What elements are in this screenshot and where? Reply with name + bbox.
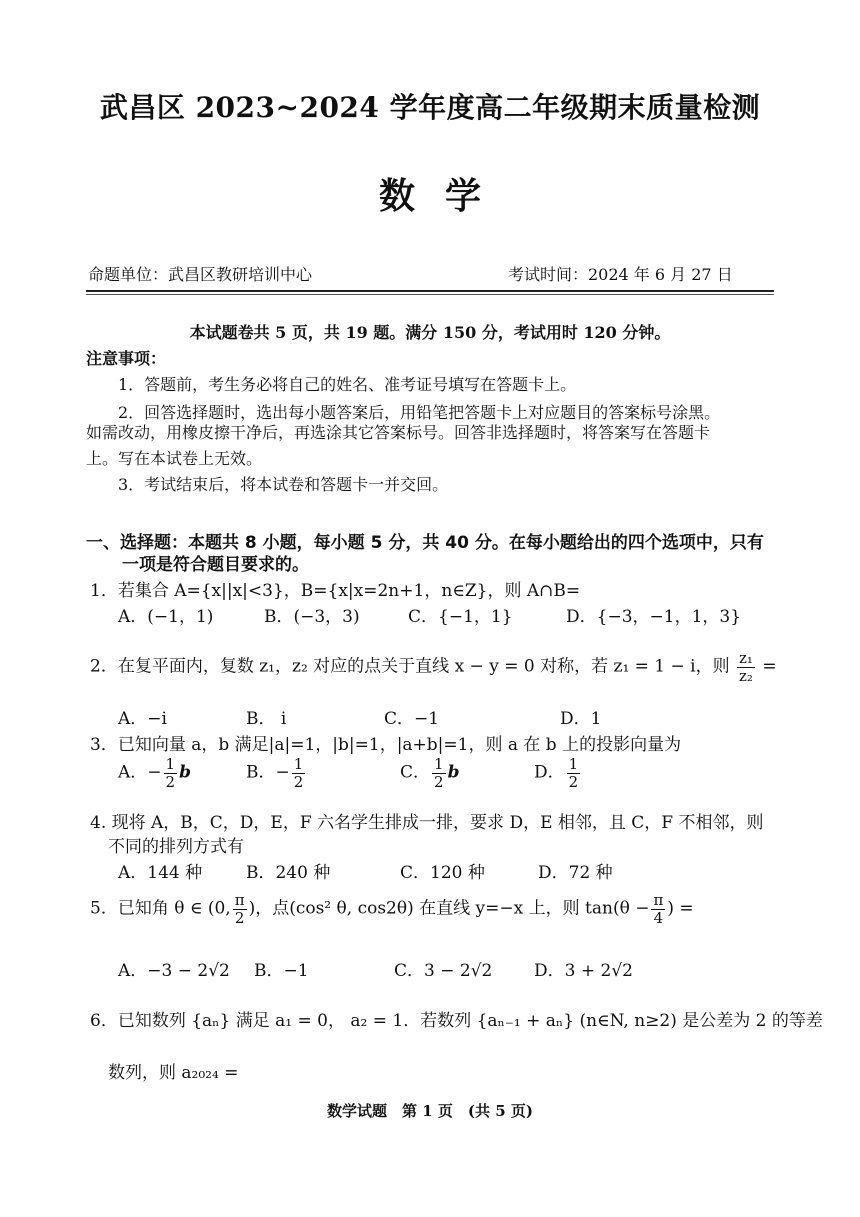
- q2-option-c: C．−1: [384, 709, 440, 729]
- q3-d-fraction: [567, 756, 581, 790]
- q5-f2-den: 4: [653, 908, 664, 927]
- page-footer: 数学试题 第 1 页 (共 5 页): [327, 1102, 533, 1120]
- section-heading-cont: 一项是符合题目要求的。: [122, 555, 309, 575]
- q4-option-d: D．72 种: [538, 863, 613, 883]
- q5-option-d: D．3 + 2√2: [534, 961, 633, 981]
- q5-part-3: ) =: [667, 898, 694, 919]
- q2-option-d: D．1: [560, 709, 602, 729]
- q5-f1-den: 2: [234, 908, 245, 927]
- subject-title: 数学: [378, 175, 511, 217]
- q3-c-num: 1: [434, 755, 444, 773]
- q5-fraction-1: [233, 892, 247, 926]
- q3-option-d: [534, 756, 582, 790]
- q5-part-2: )，点(cos² θ, cos2θ) 在直线 y=−x 上，则 tan(θ −: [248, 898, 650, 919]
- q2-stem-text: 2．在复平面内，复数 z₁，z₂ 对应的点关于直线 x − y = 0 对称，若 z₁ = 1 − i，则: [90, 656, 730, 677]
- q3-option-a: [118, 756, 191, 790]
- q3-b-prefix: B．−: [246, 762, 290, 783]
- q5-option-c: C．3 − 2√2: [394, 961, 493, 981]
- q5-f2-num: π: [653, 891, 664, 909]
- question-4-stem: 4. 现将 A，B，C，D，E，F 六名学生排成一排，要求 D，E 相邻，且 C，F 不相邻，则: [90, 813, 764, 833]
- q4-option-c: C．120 种: [400, 863, 485, 883]
- q2-equals: =: [762, 656, 777, 677]
- question-5-stem: [90, 892, 694, 926]
- question-3-stem: 3．已知向量 a，b 满足|a|=1，|b|=1，|a+b|=1，则 a 在 b 上的投影向量为: [90, 735, 682, 755]
- q3-c-den: 2: [434, 772, 444, 791]
- exam-title: 武昌区 2023~2024 学年度高二年级期末质量检测: [99, 91, 761, 124]
- note-2-end: 上。写在本试卷上无效。: [86, 449, 263, 468]
- section-heading: 一、选择题：本题共 8 小题，每小题 5 分，共 40 分。在每小题给出的四个选项中，只有: [86, 533, 764, 553]
- q4-option-a: A．144 种: [118, 863, 203, 883]
- q3-b-fraction: [292, 756, 306, 790]
- q3-a-num: 1: [165, 755, 176, 773]
- q1-option-c: C．{−1，1}: [408, 607, 513, 627]
- q3-d-den: 2: [568, 772, 579, 791]
- q3-d-num: 1: [568, 755, 579, 773]
- q3-option-c: [400, 756, 459, 790]
- header-rule: [86, 290, 774, 292]
- exam-info: 本试题卷共 5 页，共 19 题。满分 150 分，考试用时 120 分钟。: [189, 323, 671, 342]
- q3-c-prefix: C．: [400, 762, 431, 783]
- q3-b-num: 1: [293, 755, 304, 773]
- q2-frac-den: z₂: [739, 666, 753, 685]
- q5-fraction-2: [651, 892, 665, 926]
- q3-c-vector: b: [447, 762, 460, 783]
- note-2-cont: 如需改动，用橡皮擦干净后，再选涂其它答案标号。回答非选择题时，将答案写在答题卡: [86, 423, 711, 442]
- q3-a-den: 2: [165, 772, 176, 791]
- question-4-stem-cont: 不同的排列方式有: [108, 837, 244, 857]
- question-6-stem-cont: 数列，则 a₂₀₂₄ =: [108, 1063, 239, 1083]
- q3-d-prefix: D．: [534, 762, 565, 783]
- question-6-stem: 6．已知数列 {aₙ} 满足 a₁ = 0， a₂ = 1．若数列 {aₙ₋₁ + aₙ} (n∈N, n≥2) 是公差为 2 的等差: [90, 1011, 823, 1031]
- q3-a-vector: b: [179, 762, 191, 783]
- note-1: 1．答题前，考生务必将自己的姓名、准考证号填写在答题卡上。: [118, 375, 577, 394]
- q2-option-b: B． i: [246, 709, 287, 729]
- note-3: 3．考试结束后，将本试卷和答题卡一并交回。: [118, 475, 449, 494]
- q3-option-b: [246, 756, 307, 790]
- header-rule-thin: [86, 294, 774, 295]
- q2-fraction: [737, 650, 755, 684]
- q3-b-den: 2: [293, 772, 304, 791]
- q5-option-a: A．−3 − 2√2: [118, 961, 230, 981]
- q5-part-1: 5．已知角 θ ∈ (0,: [90, 898, 231, 919]
- q3-a-prefix: A．−: [118, 762, 162, 783]
- exam-unit: 命题单位：武昌区教研培训中心: [88, 265, 313, 284]
- q2-option-a: A．−i: [118, 709, 167, 729]
- question-1-stem: 1．若集合 A={x||x|<3}，B={x|x=2n+1，n∈Z}，则 A∩B=: [90, 581, 581, 601]
- q2-frac-num: z₁: [739, 649, 753, 667]
- q1-option-a: A．(−1，1): [118, 607, 214, 627]
- note-2: 2．回答选择题时，选出每小题答案后，用铅笔把答题卡上对应题目的答案标号涂黑。: [118, 403, 721, 422]
- q3-a-fraction: [164, 756, 178, 790]
- q1-option-b: B．(−3，3): [264, 607, 360, 627]
- q3-c-fraction: [432, 756, 446, 790]
- question-2-stem: [90, 650, 777, 684]
- q5-f1-num: π: [234, 891, 245, 909]
- q4-option-b: B．240 种: [246, 863, 331, 883]
- notes-heading: 注意事项：: [86, 349, 167, 368]
- exam-time: 考试时间：2024 年 6 月 27 日: [508, 265, 733, 284]
- q5-option-b: B．−1: [254, 961, 309, 981]
- q1-option-d: D．{−3，−1，1，3}: [566, 607, 742, 627]
